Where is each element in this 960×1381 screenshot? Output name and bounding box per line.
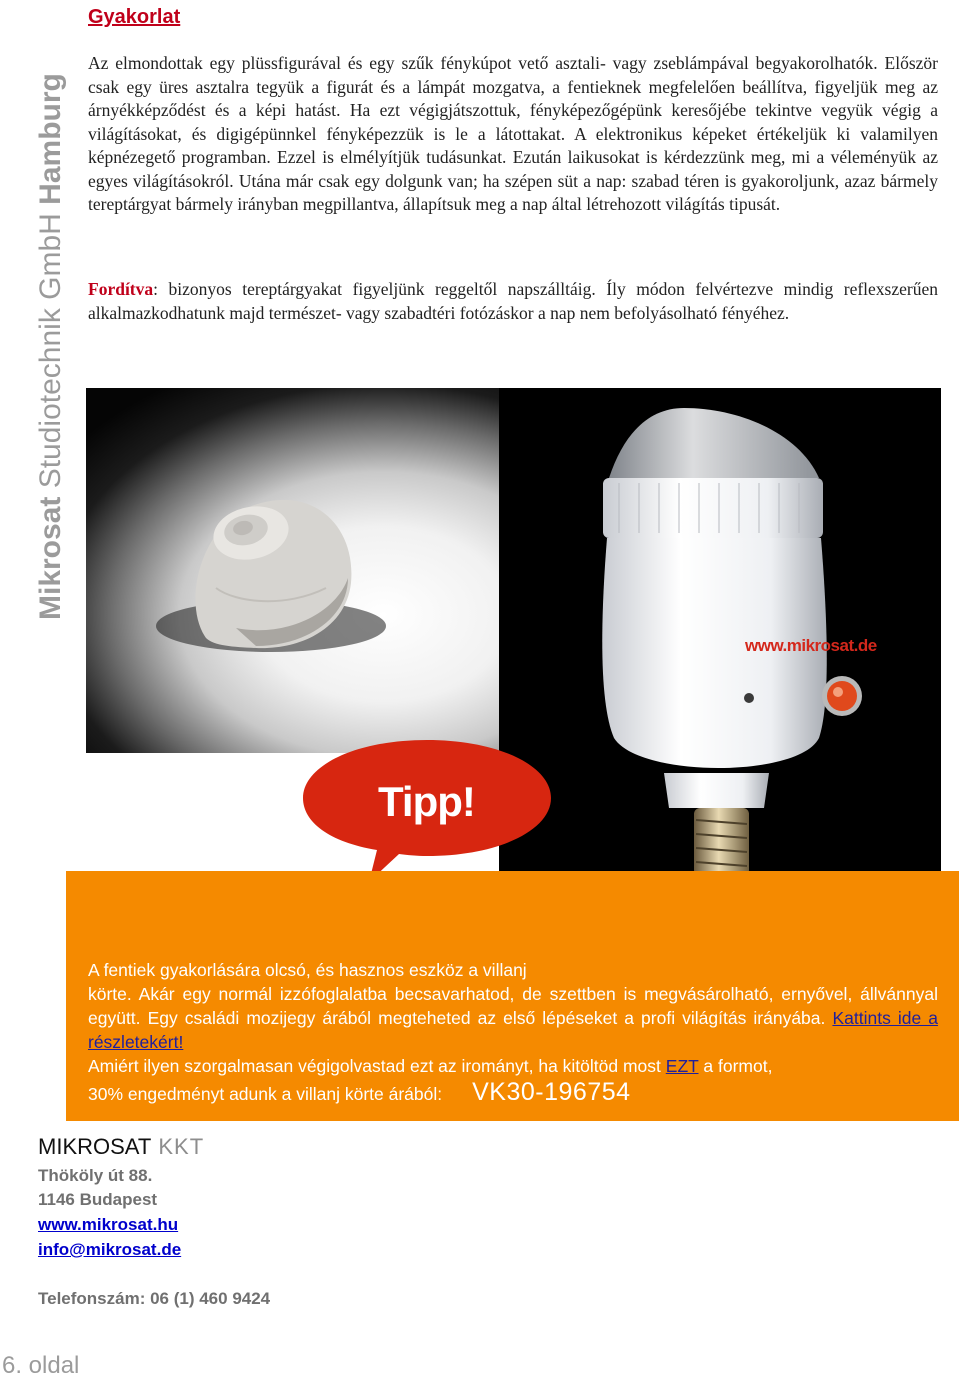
intro-paragraph: Az elmondottak egy plüssfigurával és egy szűk fénykúpot vető asztali- vagy zseblámpával begyakorolhatók. Először csak egy üres asztalra tegyük a figurát és a lámpát mozgatva, a fentieknek megfelelően beállítva, figyeljük meg az árnyékképződést és a képi hatást. Ha ezt végigjátszottuk, fényképezőgépünk keresőjébe tekintve vegyük végig a világításokat, és digigépünnkel fényképezzük is le a látottakat. A elektronikus képeket értékeljük ki valamilyen képnézegető programban. Ezzel is elmélyítjük tudásunkat. Ezután laikusokat is kérdezzünk meg, mi a véleményük az egyes világításokról. Utána már csak egy dolgunk van; ha szépen süt a nap: szabad téren is gyakoroljunk, azaz bármely tereptárgyat bármely irányban megpillantva, állapítsuk meg a nap által létrehozott világítás tipusát.	[88, 53, 938, 214]
discount-line	[88, 1080, 938, 1106]
reverse-paragraph	[88, 278, 938, 325]
company-name-suffix: KKT	[151, 1134, 205, 1159]
reverse-text: bizonyos tereptárgyakat figyeljünk reggeltől napszálltáig. Íly módon felvértezve mindig reflexszerűen alkalmazkodhatunk majd természet- vagy szabadtéri fotózáskor a nap nem befolyásolható fényéhez.	[88, 279, 938, 323]
details-link[interactable]: Kattints ide a részletekért!	[88, 1008, 939, 1052]
reverse-label: Fordítva	[88, 279, 154, 299]
sidebar-brand	[0, 0, 67, 625]
sidebar-brand-city: Hamburg	[34, 73, 67, 205]
website-link[interactable]: www.mikrosat.hu	[38, 1215, 179, 1234]
tip-bubble-label: Tipp!	[378, 778, 475, 825]
shell-illustration	[86, 388, 499, 753]
email-link[interactable]: info@mikrosat.de	[38, 1240, 182, 1259]
tip-line-3-start: Amiért ilyen szorgalmasan végigolvastad ezt az irományt, ha kitöltöd most	[88, 1056, 666, 1076]
reverse-colon: :	[153, 279, 159, 299]
company-name	[38, 1134, 204, 1160]
company-street: Thököly út 88.	[38, 1166, 153, 1185]
company-city: 1146 Budapest	[38, 1190, 158, 1209]
sidebar-brand-text	[34, 73, 68, 620]
lamp-photo	[499, 388, 941, 921]
tip-line-1: A fentiek gyakorlására olcsó, és hasznos eszköz a villanj	[88, 960, 527, 980]
discount-text: 30% engedményt adunk a villanj körte árából:	[88, 1084, 443, 1104]
tip-body	[88, 958, 938, 1106]
company-phone: Telefonszám: 06 (1) 460 9424	[38, 1289, 271, 1308]
tip-line-2: körte. Akár egy normál izzófoglalatba becsavarhatod, de szettben is megvásárolható, ernyővel, állvánnyal együtt. Egy családi mozijegy árából megteheted az első lépéseket a profi világítás irányába.	[88, 984, 938, 1028]
sidebar-brand-light: Studiotechnik GmbH	[34, 204, 67, 497]
company-name-main: MIKROSAT	[38, 1134, 152, 1159]
shell-photo	[86, 388, 499, 753]
sidebar-brand-bold: Mikrosat	[34, 496, 67, 620]
tip-line-3-end: a formot,	[698, 1056, 773, 1076]
page-number: 6. oldal	[2, 1352, 80, 1379]
section-title: Gyakorlat	[88, 6, 181, 28]
lamp-label-text: www.mikrosat.de	[745, 636, 877, 655]
form-link[interactable]: EZT	[665, 1056, 699, 1076]
discount-code: VK30-196754	[472, 1078, 631, 1106]
